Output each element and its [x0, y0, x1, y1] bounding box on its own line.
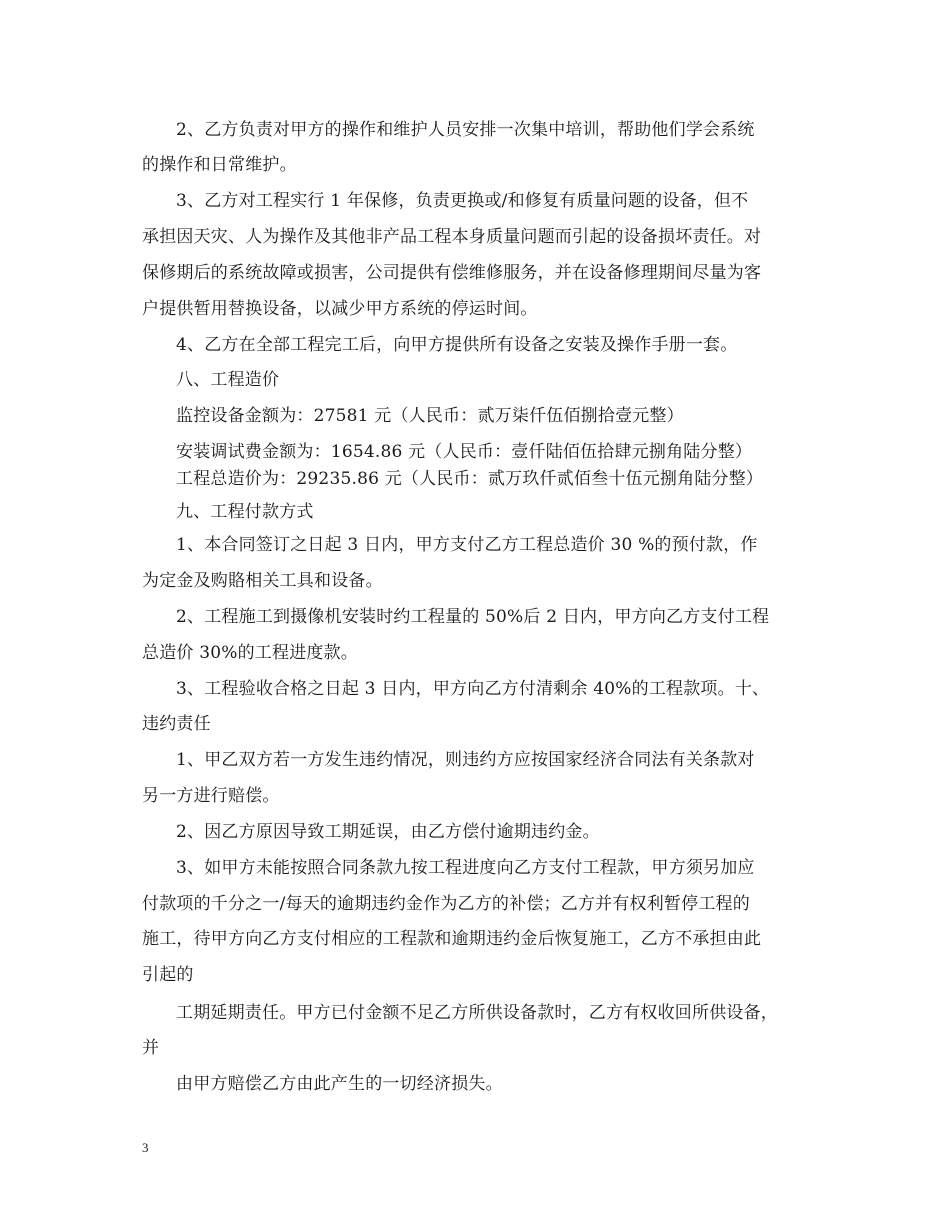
paragraph-line: 3、如甲方未能按照合同条款九按工程进度向乙方支付工程款，甲方须另加应 [176, 858, 755, 878]
paragraph-line: 工程总造价为：29235.86 元（人民币：贰万玖仟贰佰叁十伍元捌角陆分整） [176, 469, 764, 489]
paragraph-line: 为定金及购賂相关工具和设备。 [142, 571, 383, 591]
paragraph-line: 2、乙方负责对甲方的操作和维护人员安排一次集中培训，帮助他们学会系统 [176, 120, 755, 140]
paragraph-line: 3、工程验收合格之日起 3 日内，甲方向乙方付清剩余 40%的工程款项。十、 [176, 679, 770, 699]
section-heading: 违约责任 [142, 714, 211, 734]
paragraph-line: 3、乙方对工程实行 1 年保修，负责更换或/和修复有质量问题的设备，但不 [176, 191, 749, 211]
paragraph-line: 并 [142, 1038, 160, 1058]
paragraph-line: 4、乙方在全部工程完工后，向甲方提供所有设备之安装及操作手册一套。 [176, 335, 738, 355]
paragraph-line: 承担因天灾、人为操作及其他非产品工程本身质量问题而引起的设备损坏责任。对 [142, 227, 762, 247]
paragraph-line: 引起的 [142, 965, 194, 985]
paragraph-line: 户提供暂用替换设备，以减少甲方系统的停运时间。 [142, 299, 538, 319]
paragraph-line: 由甲方赔偿乙方由此产生的一切经济损失。 [176, 1074, 503, 1094]
paragraph-line: 保修期后的系统故障或损害，公司提供有偿维修服务，并在设备修理期间尽量为客 [142, 263, 762, 283]
paragraph-line: 监控设备金额为：27581 元（人民币：贰万柒仟伍佰捌拾壹元整） [176, 406, 684, 426]
section-heading: 九、工程付款方式 [176, 502, 314, 522]
paragraph-line: 安装调试费金额为：1654.86 元（人民币：壹仟陆佰伍拾肆元捌角陆分整） [176, 442, 753, 462]
paragraph-line: 1、本合同签订之日起 3 日内，甲方支付乙方工程总造价 30 %的预付款，作 [176, 535, 758, 555]
paragraph-line: 付款项的千分之一/每天的逾期违约金作为乙方的补偿；乙方并有权利暂停工程的 [142, 894, 750, 914]
paragraph-line: 另一方进行赔偿。 [142, 786, 280, 806]
paragraph-line: 2、因乙方原因导致工期延误，由乙方偿付逾期违约金。 [176, 822, 600, 842]
page-number: 3 [142, 1140, 149, 1155]
paragraph-line: 工期延期责任。甲方已付金额不足乙方所供设备款时，乙方有权收回所供设备， [176, 1003, 778, 1023]
paragraph-line: 施工，待甲方向乙方支付相应的工程款和逾期违约金后恢复施工，乙方不承担由此 [142, 929, 762, 949]
paragraph-line: 总造价 30%的工程进度款。 [142, 643, 358, 663]
paragraph-line: 的操作和日常维护。 [142, 155, 297, 175]
section-heading: 八、工程造价 [176, 370, 280, 390]
paragraph-line: 2、工程施工到摄像机安装时约工程量的 50%后 2 日内，甲方向乙方支付工程 [176, 607, 770, 627]
paragraph-line: 1、甲乙双方若一方发生违约情况，则违约方应按国家经济合同法有关条款对 [176, 750, 755, 770]
